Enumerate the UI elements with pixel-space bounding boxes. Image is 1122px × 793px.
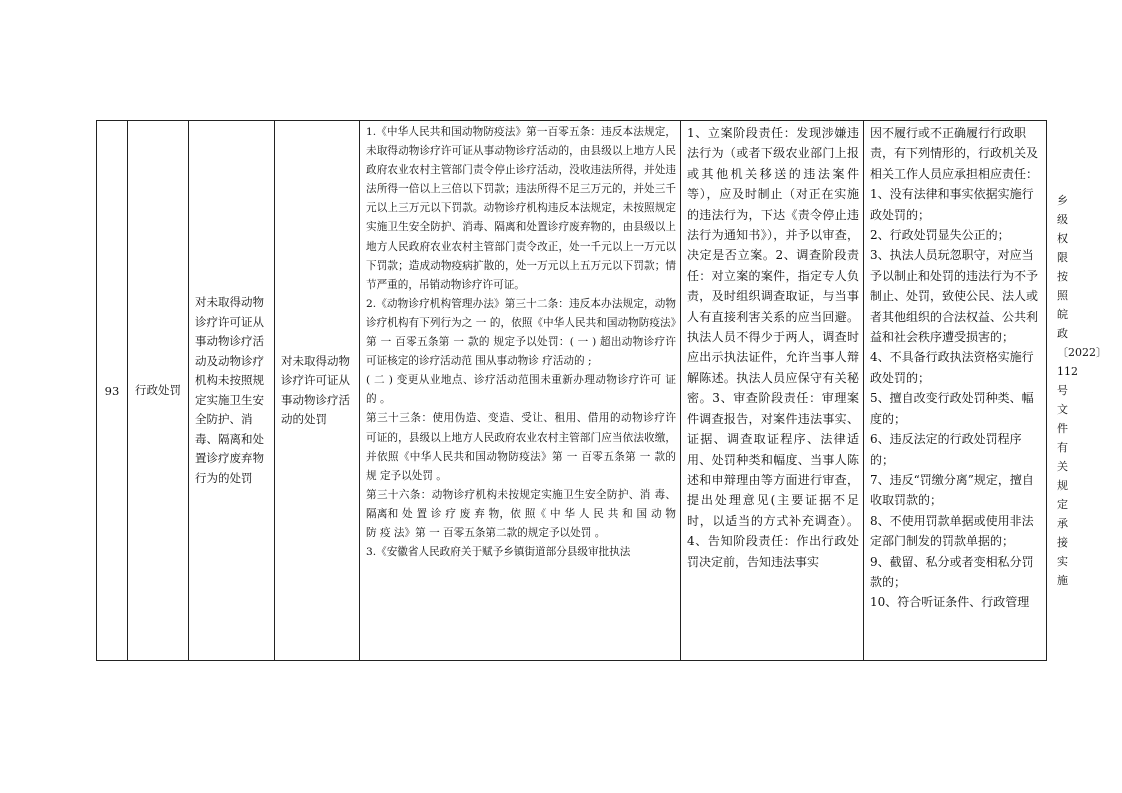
- accountability-item: 8、不使用罚款单据或使用非法定部门制发的罚款单据的；: [870, 513, 1034, 549]
- legal-basis-paragraph: 3.《安徽省人民政府关于赋予乡镇街道部分县级审批执法: [366, 546, 631, 559]
- legal-basis-cell: [360, 121, 681, 661]
- accountability-item: 4、不具备行政执法资格实施行政处罚的；: [870, 350, 1034, 385]
- power-category: 行政处罚: [128, 121, 189, 661]
- legal-basis-paragraph: 1.《中华人民共和国动物防疫法》第一百零五条：违反本法规定，未取得动物诊疗许可证从事动物诊疗活动的，由县级以上地方人民政府农业农村主管部门责令停止诊疗活动，没收违法所得，并处违法所得一倍以上三倍以下罚款；违法所得不足三万元的，并处三千元以上三万元以下罚款。动物诊疗机构违反本法规定，未按照规定实施卫生安全防护、消毒、隔离和处置诊疗废弃物的，由县级以上地方人民政府农业农村主管部门责令改正，处一千元以上一万元以下罚款；造成动物疫病扩散的，处一万元以上五万元以下罚款；情节严重的，吊销动物诊疗许可证。: [366, 126, 676, 291]
- legal-basis-paragraph: 第三十六条：动物诊疗机构未按规定实施卫生安全防护、消 毒、隔离和 处 置 诊 疗 废 弃 物，依 照《 中 华 人 民 共 和 国 动 物 防 疫 法》第 一 百零五条第二款的规定予以处罚 。: [366, 488, 676, 539]
- accountability-item: 9、截留、私分或者变相私分罚款的；: [870, 554, 1034, 589]
- responsibility-cell: [681, 121, 864, 661]
- responsibility-text: 1、立案阶段责任：发现涉嫌违法行为（或者下级农业部门上报或其他机关移送的违法案件等），应及时制止（对正在实施的违法行为，下达《责令停止违法行为通知书》），并予以审查，决定是否立案。2、调查阶段责任：对立案的案件，指定专人负责，及时组织调查取证，与当事人有直接利害关系的应当回避。执法人员不得少于两人，调查时应出示执法证件，允许当事人辩解陈述。执法人员应保守有关秘密。3、审查阶段责任：审理案件调查报告，对案件违法事实、证据、调查取证程序、法律适用、处罚种类和幅度、当事人陈述和申辩理由等方面进行审查，提出处理意见(主要证据不足时，以适当的方式补充调查）。4、告知阶段责任：作出行政处罚决定前，告知违法事实: [687, 126, 859, 569]
- legal-basis-text: [366, 123, 676, 659]
- accountability-item: 10、符合听证条件、行政管理: [870, 595, 1030, 610]
- legal-basis-paragraph: 第三十三条：使用伪造、变造、受让、租用、借用的动物诊疗许 可证的，县级以上地方人民政府农业农村主管部门应当依法收缴， 并依照《中华人民共和国动物防疫法》第 一 百零五条第 一 款的规 定予以处罚 。: [366, 412, 676, 482]
- sub-item-name: 对未取得动物诊疗许可证从事动物诊疗活动的处罚: [275, 121, 360, 661]
- accountability-item: 2、行政处罚显失公正的；: [870, 228, 1010, 243]
- accountability-item: 1、没有法律和事实依据实施行政处罚的；: [870, 187, 1034, 222]
- accountability-item: 5、擅自改变行政处罚种类、幅度的；: [870, 391, 1034, 426]
- row-number: 93: [97, 121, 128, 661]
- item-name: 对未取得动物诊疗许可证从事动物诊疗活动及动物诊疗机构未按照规定实施卫生安全防护、消毒、隔离和处置诊疗废弃物行为的处罚: [189, 121, 275, 661]
- administrative-penalty-table: [96, 120, 1107, 661]
- accountability-text: [870, 123, 1042, 659]
- accountability-cell: [864, 121, 1047, 661]
- table-row: 93 行政处罚 对未取得动物诊疗许可证从事动物诊疗活动及动物诊疗机构未按照规定实施卫生安全防护、消毒、隔离和处置诊疗废弃物行为的处罚 对未取得动物诊疗许可证从事动物诊疗活动的处罚 1.《中华人民共和国动物防疫法》第一百零五条：违反本法规定，未取得动物诊疗许可证从事动物诊疗活动的，由县级以上地方人民政府农业农村主管部门责令停止诊疗活动，没收违法所得，并处违法所得一倍以上三倍以下罚款；违法所得不足三万元的，并处三千元以上三万元以下罚款。动物诊疗机构违反本法规定，未按照规定实施卫生安全防护、消毒、隔离和处置诊疗废弃物的，由县级以上地方人民政府农业农村主管部门责令改正，处一千元以上一万元以下罚款；造成动物疫病扩散的，处一万元以上五万元以下罚款；情节严重的，吊销动物诊疗许可证。 2.《动物诊疗机构管理办法》第三十二条：违反本办法规定，动物诊疗机构有下列行为之 一 的，依照《中华人民共和国动物防疫法》第 一 百零五条第 一 款的 规定予以处罚：( 一 ) 超出动物诊疗许可证核定的诊疗活动范 围从事动物诊 疗活动的 ; ( 二 ) 变更从业地点、诊疗活动范围未重新办理动物诊疗许可 证 的 。 第三十三条：使用伪造、变造、受让、租用、借用的动物诊疗许 可证的，县级以上地方人民政府农业农村主管部门应当依法收缴， 并依照《中华人民共和国动物防疫法》第 一 百零五条第 一 款的规 定予以处罚 。 第三十六条：动物诊疗机构未按规定实施卫生安全防护、消 毒、隔离和 处 置 诊 疗 废 弃 物，依 照《 中 华 人 民 共 和 国 动 物 防 疫 法》第 一 百零五条第二款的规定予以处罚 。 3.《安徽省人民政府关于赋予乡镇街道部分县级审批执法 1、立案阶段责任：发现涉嫌违法行为（或者下级农业部门上报或其他机关移送的违法案件等），应及时制止（对正在实施的违法行为，下达《责令停止违法行为通知书》），并予以审查，决定是否立案。2、调查阶段责任：对立案的案件，指定专人负责，及时组织调查取证，与当事人有直接利害关系的应当回避。执法人员不得少于两人，调查时应出示执法证件，允许当事人辩解陈述。执法人员应保守有关秘密。3、审查阶段责任：审理案件调查报告，对案件违法事实、证据、调查取证程序、法律适用、处罚种类和幅度、当事人陈述和申辩理由等方面进行审查，提出处理意见(主要证据不足时，以适当的方式补充调查）。4、告知阶段责任：作出行政处罚决定前，告知违法事实 因不履行或不正确履行行政职责，有下列情形的，行政机关及相关工作人员应承担相应责任： 1、没有法律和事实依据实施行政处罚的； 2、行政处罚显失公正的； 3、执法人员玩忽职守，对应当予以制止和处罚的违法行为不予制止、处罚，致使公民、法人或者其他组织的合法权益、公共利益和社会秩序遭受损害的； 4、不具备行政执法资格实施行政处罚的； 5、擅自改变行政处罚种类、幅度的； 6、违反法定的行政处罚程序的； 7、违反“罚缴分离”规定，擅自收取罚款的； 8、不使用罚款单据或使用非法定部门制发的罚款单据的； 9、截留、私分或者变相私分罚款的； 10、符合听证条件、行政管理 乡级权限按照皖政〔2022〕112号文件有关规定承接实施: [97, 121, 1047, 661]
- accountability-item: 7、违反“罚缴分离”规定，擅自收取罚款的；: [870, 472, 1034, 508]
- accountability-item: 3、执法人员玩忽职守，对应当予以制止和处罚的违法行为不予制止、处罚，致使公民、法人或者其他组织的合法权益、公共利益和社会秩序遭受损害的；: [870, 248, 1039, 345]
- accountability-item: 因不履行或不正确履行行政职责，有下列情形的，行政机关及相关工作人员应承担相应责任：: [870, 126, 1039, 181]
- legal-basis-paragraph: ( 二 ) 变更从业地点、诊疗活动范围未重新办理动物诊疗许可 证 的 。: [366, 374, 676, 406]
- legal-basis-paragraph: 2.《动物诊疗机构管理办法》第三十二条：违反本办法规定，动物诊疗机构有下列行为之 一 的，依照《中华人民共和国动物防疫法》第 一 百零五条第 一 款的 规定予以处罚：( 一 ) 超出动物诊疗许可证核定的诊疗活动范 围从事动物诊 疗活动的 ;: [366, 297, 676, 368]
- accountability-item: 6、违反法定的行政处罚程序的；: [870, 432, 1022, 467]
